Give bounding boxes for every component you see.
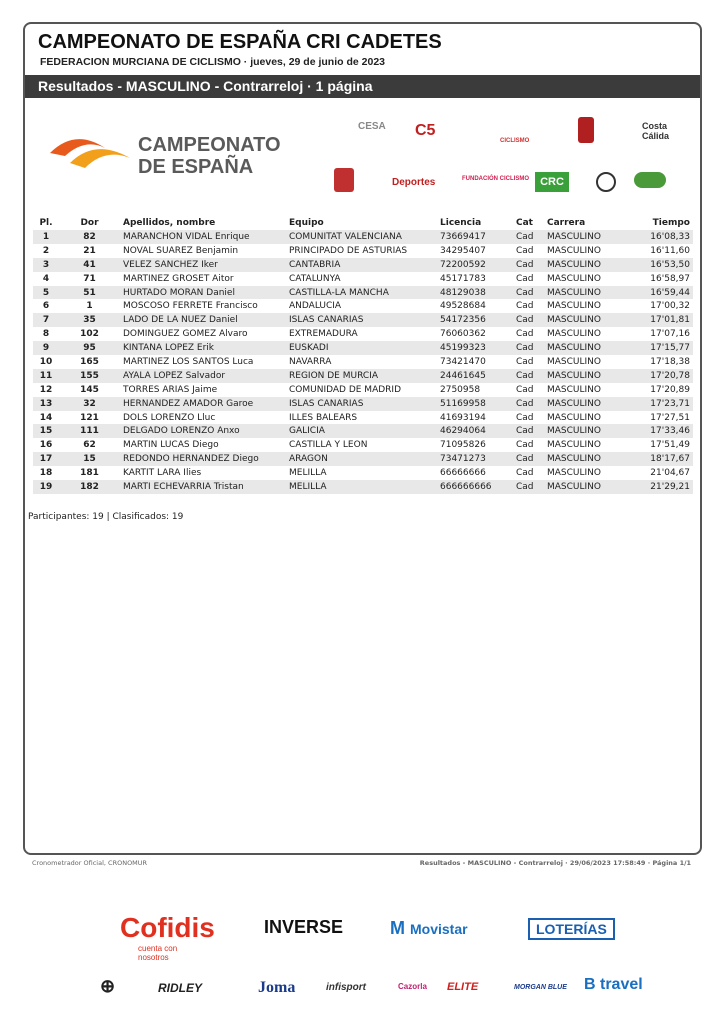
cell-name: LADO DE LA NUEZ Daniel [120,313,286,327]
cell-dor: 21 [83,245,96,256]
cell-race: MASCULINO [544,230,630,244]
cell-cat: Cad [513,341,544,355]
inverse-logo: INVERSE [264,917,344,937]
table-row [33,355,693,369]
murcia-crest [578,117,594,143]
cell-dor: 71 [83,273,96,284]
table-row [33,258,693,272]
cell-cat: Cad [513,258,544,272]
cell-dor: 95 [59,341,120,355]
cell-name: MARTIN LUCAS Diego [123,440,219,451]
col-cat: Cat [516,218,533,228]
table-row [33,327,693,341]
cell-race: MASCULINO [544,424,630,438]
cell-pl: 7 [33,313,59,327]
page-title: CAMPEONATO DE ESPAÑA CRI CADETES [38,31,442,53]
cell-dor: 1 [86,301,93,312]
cell-time: 17'51,49 [650,440,690,451]
toyota-logo: ⊕ [100,976,116,996]
cell-license: 73421470 [440,356,486,367]
cell-time: 16'59,44 [630,286,693,300]
cell-dor: 51 [59,286,120,300]
cell-license: 48129038 [437,286,513,300]
table-row [33,452,693,466]
cell-name: DELGADO LORENZO Anxo [120,424,286,438]
table-row [33,341,693,355]
cell-team: ARAGON [286,452,437,466]
cell-license: 71095826 [440,440,486,451]
col-name: Apellidos, nombre [123,218,216,228]
cell-pl: 17 [33,452,59,466]
cell-race: MASCULINO [547,301,601,312]
deportes-logo: Deportes [392,177,436,188]
cell-cat: Cad [513,452,544,466]
crc-logo: CRC [535,172,569,192]
cell-license: 666666666 [437,480,513,494]
cell-pl: 3 [33,258,59,272]
cell-time: 16'53,50 [630,258,693,272]
cell-race: MASCULINO [547,468,601,479]
cell-pl: 18 [39,468,53,479]
cell-pl: 6 [42,301,50,312]
table-row [33,286,693,300]
cell-team: GALICIA [286,424,437,438]
cell-team: MELILLA [286,480,437,494]
cell-cat: Cad [513,369,544,383]
cell-time: 16'58,97 [650,273,690,284]
costa-calida-logo: Costa Cálida [642,121,670,141]
cell-race: MASCULINO [544,313,630,327]
rfec-logo: C5 [415,122,436,139]
cell-time: 17'33,46 [630,424,693,438]
cell-license: 45171783 [440,273,486,284]
table-row [33,480,693,494]
cell-name: VELEZ SANCHEZ Iker [120,258,286,272]
cell-race: MASCULINO [547,440,601,451]
cell-name: HURTADO MORAN Daniel [120,286,286,300]
cell-name: REDONDO HERNANDEZ Diego [120,452,286,466]
cell-team: NAVARRA [289,356,332,367]
table-row [33,424,693,438]
cell-team: CASTILLA-LA MANCHA [286,286,437,300]
cell-team: ISLAS CANARIAS [286,397,437,411]
cell-race: MASCULINO [544,369,630,383]
cell-team: CASTILLA Y LEON [289,440,368,451]
cell-license: 45199323 [437,341,513,355]
flame-icon [45,128,135,178]
cell-cat: Cad [513,480,544,494]
table-row [33,438,693,452]
cell-cat: Cad [516,412,534,423]
cell-time: 17'07,16 [650,329,690,340]
col-race: Carrera [547,218,586,228]
cell-license: 66666666 [440,468,486,479]
cell-pl: 8 [42,329,50,340]
cell-name: MOSCOSO FERRETE Francisco [123,301,258,312]
cell-race: MASCULINO [544,397,630,411]
cell-pl: 12 [39,384,53,395]
cell-pl: 19 [33,480,59,494]
table-row [33,244,693,258]
cell-cat: Cad [513,313,544,327]
cell-team: COMUNITAT VALENCIANA [286,230,437,244]
cell-team: COMUNIDAD DE MADRID [289,384,401,395]
cell-pl: 11 [33,369,59,383]
cell-race: MASCULINO [547,384,601,395]
cell-team: CATALUNYA [289,273,341,284]
cell-cat: Cad [516,301,534,312]
cell-license: 73669417 [437,230,513,244]
col-dor: Dor [80,218,99,228]
table-row [33,411,693,425]
cell-team: EXTREMADURA [289,329,358,340]
cell-name: MARTI ECHEVARRIA Tristan [120,480,286,494]
cell-dor: 82 [59,230,120,244]
cell-name: MARANCHON VIDAL Enrique [120,230,286,244]
cell-team: REGION DE MURCIA [286,369,437,383]
cell-name: TORRES ARIAS Jaime [123,384,218,395]
cell-name: KINTANA LOPEZ Erik [120,341,286,355]
cell-time: 17'15,77 [630,341,693,355]
cell-license: 76060362 [440,329,486,340]
cell-dor: 32 [59,397,120,411]
cell-name: KARTIT LARA Ilies [123,468,202,479]
cell-cat: Cad [516,468,534,479]
cell-time: 17'27,51 [650,412,690,423]
cell-race: MASCULINO [544,452,630,466]
cell-cat: Cad [516,384,534,395]
cartagena-crest [334,168,354,192]
cell-time: 17'20,89 [650,384,690,395]
cell-license: 73471273 [437,452,513,466]
cell-team: EUSKADI [286,341,437,355]
cell-team: ANDALUCIA [289,301,342,312]
table-row [33,369,693,383]
cell-pl: 2 [42,245,50,256]
ridley-logo: RIDLEY [158,981,203,995]
cell-pl: 13 [33,397,59,411]
cell-dor: 182 [59,480,120,494]
cell-time: 21'29,21 [630,480,693,494]
cell-race: MASCULINO [547,273,601,284]
cell-dor: 41 [59,258,120,272]
cell-time: 17'18,38 [650,356,690,367]
cell-race: MASCULINO [544,258,630,272]
table-row [33,230,693,244]
cell-cat: Cad [516,245,534,256]
cell-name: AYALA LOPEZ Salvador [120,369,286,383]
cell-cat: Cad [513,424,544,438]
cell-cat: Cad [516,440,534,451]
cell-pl: 15 [33,424,59,438]
table-row [33,383,693,397]
table-row [33,272,693,286]
cell-license: 51169958 [437,397,513,411]
cell-name: MARTINEZ GROSET Aitor [123,273,234,284]
cell-dor: 145 [80,384,99,395]
cell-team: ISLAS CANARIAS [286,313,437,327]
table-row [33,397,693,411]
cell-time: 17'01,81 [630,313,693,327]
cell-dor: 155 [59,369,120,383]
footer-left: Cronometrador Oficial, CRONOMUR [32,859,148,867]
cell-race: MASCULINO [544,341,630,355]
terra-logo [634,172,666,188]
skoda-logo [596,172,616,192]
joma-logo: Joma [258,979,296,996]
morgan-blue-logo: MORGAN BLUE [514,984,567,991]
cazorla-logo: Cazorla [398,982,427,991]
footer-right: Resultados - MASCULINO - Contrarreloj · 29/06/2023 17:58:49 · Página 1/1 [419,859,691,867]
cell-dor: 35 [59,313,120,327]
col-time: Tiempo [652,218,690,228]
cell-time: 16'08,33 [630,230,693,244]
logo-text-1: CAMPEONATO [138,134,281,156]
cell-race: MASCULINO [547,245,601,256]
cell-team: MELILLA [289,468,327,479]
page-subtitle: FEDERACION MURCIANA DE CICLISMO · jueves, 29 de junio de 2023 [40,56,386,68]
table-row [33,313,693,327]
cofidis-tagline: cuenta con nosotros [138,944,178,962]
cell-team: CANTABRIA [286,258,437,272]
cell-dor: 102 [80,329,99,340]
cell-license: 34295407 [440,245,486,256]
cell-cat: Cad [516,273,534,284]
cell-cat: Cad [513,397,544,411]
cell-dor: 181 [80,468,99,479]
cell-pl: 16 [39,440,53,451]
cell-race: MASCULINO [544,286,630,300]
cell-dor: 15 [59,452,120,466]
cell-dor: 62 [83,440,96,451]
col-team: Equipo [289,218,324,228]
table-row [33,299,693,313]
elite-logo: ELITE [447,981,479,993]
cell-race: MASCULINO [547,412,601,423]
results-table [33,216,693,494]
cell-pl: 5 [33,286,59,300]
cell-pl: 10 [39,356,53,367]
cell-dor: 165 [80,356,99,367]
cell-time: 17'00,32 [650,301,690,312]
cell-license: 2750958 [440,384,481,395]
cell-name: DOMINGUEZ GOMEZ Alvaro [123,329,248,340]
cell-license: 54172356 [437,313,513,327]
participants-summary: Participantes: 19 | Clasificados: 19 [28,512,184,522]
cell-dor: 111 [59,424,120,438]
cell-name: HERNANDEZ AMADOR Garoe [120,397,286,411]
cell-race: MASCULINO [547,356,601,367]
cell-cat: Cad [516,356,534,367]
ciclismo-logo: CICLISMO [500,138,530,144]
cell-time: 17'23,71 [630,397,693,411]
cell-name: DOLS LORENZO Lluc [123,412,216,423]
cell-pl: 14 [39,412,53,423]
cell-team: ILLES BALEARS [289,412,358,423]
table-header [33,216,693,230]
section-bar: Resultados - MASCULINO - Contrarreloj · 1 página [25,75,700,98]
cell-license: 41693194 [440,412,486,423]
cell-pl: 1 [33,230,59,244]
btravel-logo: B travel [584,976,643,993]
cofidis-logo: Cofidis [120,912,215,943]
cell-race: MASCULINO [547,329,601,340]
logo-text-2: DE ESPAÑA [138,156,254,178]
cell-cat: Cad [513,286,544,300]
cell-license: 46294064 [437,424,513,438]
cell-license: 49528684 [440,301,486,312]
cell-license: 72200592 [437,258,513,272]
cesa-logo: CESA [358,121,386,132]
cell-cat: Cad [516,329,534,340]
cell-pl: 4 [42,273,50,284]
col-pl: Pl. [39,218,53,228]
cell-time: 16'11,60 [650,245,690,256]
col-license: Licencia [440,218,482,228]
cell-team: PRINCIPADO DE ASTURIAS [289,245,408,256]
cell-license: 24461645 [437,369,513,383]
cell-time: 18'17,67 [630,452,693,466]
infisport-logo: infisport [326,982,366,993]
table-row [33,466,693,480]
cell-time: 17'20,78 [630,369,693,383]
cell-cat: Cad [513,230,544,244]
cell-race: MASCULINO [544,480,630,494]
cell-name: NOVAL SUAREZ Benjamin [123,245,239,256]
cell-dor: 121 [80,412,99,423]
loterias-logo: LOTERÍAS [528,918,615,940]
cell-pl: 9 [33,341,59,355]
fundacion-logo: FUNDACIÓN CICLISMO [462,176,529,182]
cell-time: 21'04,67 [650,468,690,479]
movistar-logo: M Movistar [390,918,468,938]
cell-name: MARTINEZ LOS SANTOS Luca [123,356,254,367]
